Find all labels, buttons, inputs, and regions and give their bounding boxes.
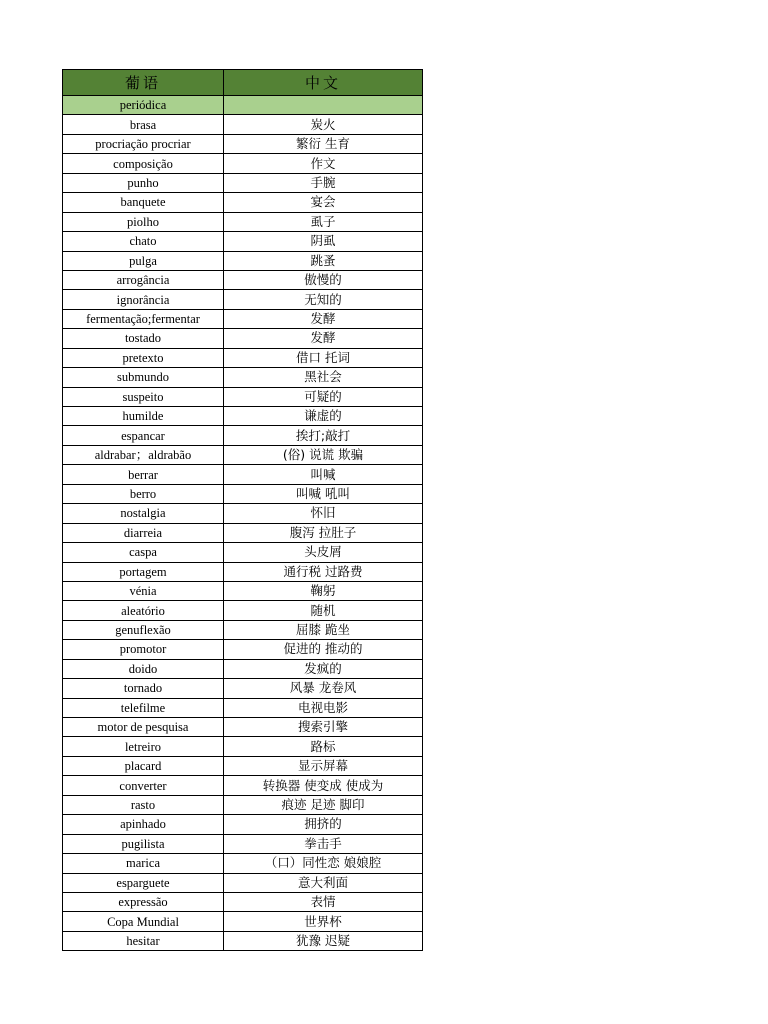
chinese-translation: 作文 xyxy=(224,154,423,173)
header-row xyxy=(63,70,423,96)
table-row xyxy=(63,640,423,659)
chinese-translation: 腹泻 拉肚子 xyxy=(224,523,423,542)
table-row xyxy=(63,115,423,134)
table-row xyxy=(63,931,423,950)
chinese-translation: 发酵 xyxy=(224,329,423,348)
table-row xyxy=(63,173,423,192)
portuguese-word: aldrabar；aldrabão xyxy=(63,445,224,464)
portuguese-word: hesitar xyxy=(63,931,224,950)
chinese-translation: 跳蚤 xyxy=(224,251,423,270)
portuguese-word: motor de pesquisa xyxy=(63,718,224,737)
chinese-translation: 表情 xyxy=(224,892,423,911)
portuguese-word: pretexto xyxy=(63,348,224,367)
portuguese-word: telefilme xyxy=(63,698,224,717)
table-row xyxy=(63,484,423,503)
portuguese-word: ignorância xyxy=(63,290,224,309)
table-row xyxy=(63,426,423,445)
table-row xyxy=(63,718,423,737)
chinese-translation: 傲慢的 xyxy=(224,270,423,289)
chinese-translation: 谦虚的 xyxy=(224,407,423,426)
table-row xyxy=(63,154,423,173)
table-row xyxy=(63,309,423,328)
chinese-translation: 炭火 xyxy=(224,115,423,134)
portuguese-word: procriação procriar xyxy=(63,134,224,153)
chinese-translation: 头皮屑 xyxy=(224,543,423,562)
portuguese-word: genuflexão xyxy=(63,620,224,639)
table-row xyxy=(63,795,423,814)
subheader-chinese xyxy=(224,96,423,115)
table-row xyxy=(63,523,423,542)
table-row xyxy=(63,387,423,406)
chinese-translation: 无知的 xyxy=(224,290,423,309)
portuguese-word: letreiro xyxy=(63,737,224,756)
table-row xyxy=(63,251,423,270)
chinese-translation: 叫喊 xyxy=(224,465,423,484)
portuguese-word: chato xyxy=(63,232,224,251)
chinese-translation: 阴虱 xyxy=(224,232,423,251)
table-row xyxy=(63,134,423,153)
table-row xyxy=(63,892,423,911)
table-row xyxy=(63,465,423,484)
table-row xyxy=(63,543,423,562)
chinese-translation: 手腕 xyxy=(224,173,423,192)
table-row xyxy=(63,620,423,639)
table-row xyxy=(63,329,423,348)
portuguese-word: espancar xyxy=(63,426,224,445)
portuguese-word: apinhado xyxy=(63,815,224,834)
table-row xyxy=(63,912,423,931)
portuguese-word: arrogância xyxy=(63,270,224,289)
chinese-translation: 随机 xyxy=(224,601,423,620)
portuguese-word: diarreia xyxy=(63,523,224,542)
chinese-translation: 发酵 xyxy=(224,309,423,328)
table-row xyxy=(63,562,423,581)
chinese-translation: 意大利面 xyxy=(224,873,423,892)
header-chinese: 中文 xyxy=(224,70,423,96)
chinese-translation: 犹豫 迟疑 xyxy=(224,931,423,950)
chinese-translation: 痕迹 足迹 脚印 xyxy=(224,795,423,814)
chinese-translation: 可疑的 xyxy=(224,387,423,406)
portuguese-word: expressão xyxy=(63,892,224,911)
chinese-translation: 拥挤的 xyxy=(224,815,423,834)
table-row xyxy=(63,737,423,756)
table-row xyxy=(63,504,423,523)
portuguese-word: pulga xyxy=(63,251,224,270)
portuguese-word: submundo xyxy=(63,368,224,387)
table-row xyxy=(63,581,423,600)
portuguese-word: composição xyxy=(63,154,224,173)
table-row xyxy=(63,407,423,426)
table-row xyxy=(63,445,423,464)
chinese-translation: 发疯的 xyxy=(224,659,423,678)
chinese-translation: 宴会 xyxy=(224,193,423,212)
portuguese-word: marica xyxy=(63,854,224,873)
portuguese-word: fermentação;fermentar xyxy=(63,309,224,328)
chinese-translation: 屈膝 跪坐 xyxy=(224,620,423,639)
portuguese-word: tornado xyxy=(63,679,224,698)
table-row xyxy=(63,698,423,717)
portuguese-word: Copa Mundial xyxy=(63,912,224,931)
table-row xyxy=(63,212,423,231)
table-row xyxy=(63,854,423,873)
portuguese-word: promotor xyxy=(63,640,224,659)
chinese-translation: 虱子 xyxy=(224,212,423,231)
portuguese-word: esparguete xyxy=(63,873,224,892)
table-row xyxy=(63,348,423,367)
portuguese-word: berro xyxy=(63,484,224,503)
chinese-translation: 黑社会 xyxy=(224,368,423,387)
portuguese-word: portagem xyxy=(63,562,224,581)
chinese-translation: 电视电影 xyxy=(224,698,423,717)
table-row xyxy=(63,659,423,678)
chinese-translation: 怀旧 xyxy=(224,504,423,523)
chinese-translation: （口）同性恋 娘娘腔 xyxy=(224,854,423,873)
portuguese-word: piolho xyxy=(63,212,224,231)
portuguese-word: banquete xyxy=(63,193,224,212)
portuguese-word: caspa xyxy=(63,543,224,562)
portuguese-word: converter xyxy=(63,776,224,795)
chinese-translation: 转换器 使变成 使成为 xyxy=(224,776,423,795)
chinese-translation: (俗) 说谎 欺骗 xyxy=(224,445,423,464)
portuguese-word: punho xyxy=(63,173,224,192)
chinese-translation: 促进的 推动的 xyxy=(224,640,423,659)
chinese-translation: 世界杯 xyxy=(224,912,423,931)
chinese-translation: 挨打;敲打 xyxy=(224,426,423,445)
portuguese-word: vénia xyxy=(63,581,224,600)
chinese-translation: 路标 xyxy=(224,737,423,756)
chinese-translation: 通行税 过路费 xyxy=(224,562,423,581)
portuguese-word: nostalgia xyxy=(63,504,224,523)
portuguese-word: placard xyxy=(63,756,224,775)
chinese-translation: 繁衍 生育 xyxy=(224,134,423,153)
portuguese-word: brasa xyxy=(63,115,224,134)
table-row xyxy=(63,270,423,289)
table-row xyxy=(63,834,423,853)
portuguese-word: aleatório xyxy=(63,601,224,620)
portuguese-word: suspeito xyxy=(63,387,224,406)
table-row xyxy=(63,601,423,620)
portuguese-word: humilde xyxy=(63,407,224,426)
header-portuguese: 葡语 xyxy=(63,70,224,96)
subheader-portuguese: periódica xyxy=(63,96,224,115)
table-row xyxy=(63,679,423,698)
table-row xyxy=(63,368,423,387)
table-row xyxy=(63,290,423,309)
vocabulary-table xyxy=(62,69,423,951)
portuguese-word: berrar xyxy=(63,465,224,484)
table-row xyxy=(63,193,423,212)
chinese-translation: 鞠躬 xyxy=(224,581,423,600)
chinese-translation: 叫喊 吼叫 xyxy=(224,484,423,503)
portuguese-word: rasto xyxy=(63,795,224,814)
table-row xyxy=(63,756,423,775)
chinese-translation: 拳击手 xyxy=(224,834,423,853)
table-row xyxy=(63,815,423,834)
chinese-translation: 搜索引擎 xyxy=(224,718,423,737)
chinese-translation: 风暴 龙卷风 xyxy=(224,679,423,698)
chinese-translation: 借口 托词 xyxy=(224,348,423,367)
portuguese-word: tostado xyxy=(63,329,224,348)
table-row xyxy=(63,776,423,795)
portuguese-word: doido xyxy=(63,659,224,678)
table-row xyxy=(63,232,423,251)
portuguese-word: pugilista xyxy=(63,834,224,853)
chinese-translation: 显示屏幕 xyxy=(224,756,423,775)
subheader-row xyxy=(63,96,423,115)
table-row xyxy=(63,873,423,892)
